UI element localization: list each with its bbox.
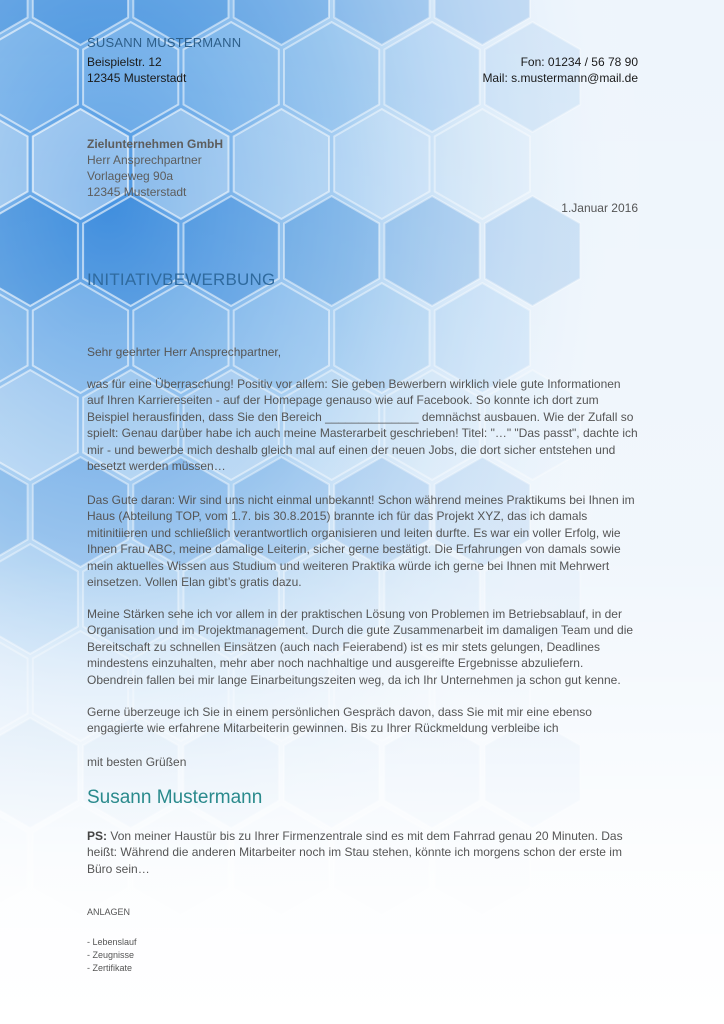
body-paragraph-3: Meine Stärken sehe ich vor allem in der praktischen Lösung von Problemen im Betriebsablauf, in der Organisation und im Projektmanagement. Durch die gute Zusammenarbeit im damaligen Team und die Bereitschaft zu schnellen Einsätzen (auch nach Feierabend) ist es mir stets gelungen, Deadlines mindestens einzuhalten, mehr aber noch nachhaltige und ausgereifte Ergebnisse abzuliefern. Obendrein fallen bei mir lange Einarbeitungszeiten weg, da ich Ihr Unternehmen ja schon gut kenne. bbox=[87, 607, 634, 687]
body-paragraph-4: Gerne überzeuge ich Sie in einem persönlichen Gespräch davon, dass Sie mit mir eine ebenso engagierte wie erfahrene Mitarbeiterin gewinnen. Bis zu Ihrer Rückmeldung verbleibe ich bbox=[87, 705, 592, 736]
closing: mit besten Grüßen bbox=[87, 755, 187, 769]
salutation: Sehr geehrter Herr Ansprechpartner, bbox=[87, 345, 282, 359]
attachments-heading: ANLAGEN bbox=[87, 907, 131, 917]
body-paragraph-2: Das Gute daran: Wir sind uns nicht einmal unbekannt! Schon während meines Praktikums bei Ihnen im Haus (Abteilung TOP, vom 1.7. bis 30.8.2015) brannte ich für das Projekt XYZ, das ich damals mitinitiieren und schließlich verantwortlich organisieren und leiten durfte. Es war ein voller Erfolg, wie Ihnen Frau ABC, meine damalige Leiterin, sicher gerne bestätigt. Die Erfahrungen von damals sowie mein aktuelles Wissen aus Studium und weiteren Praktika würde ich gerne bei Ihnen mit Mehrwert einsetzen. Vollen Elan gibt’s gratis dazu. bbox=[87, 493, 635, 590]
attachment-item: - Lebenslauf bbox=[87, 937, 137, 947]
postscript bbox=[87, 828, 639, 877]
attachment-item: - Zeugnisse bbox=[87, 950, 135, 960]
signature: Susann Mustermann bbox=[87, 787, 263, 808]
sender-street: Beispielstr. 12 bbox=[87, 55, 162, 69]
sender-city: 12345 Musterstadt bbox=[87, 71, 187, 85]
body-paragraph-1: was für eine Überraschung! Positiv vor allem: Sie geben Bewerbern wirklich viele gute Informationen auf Ihren Karriereseiten - auf der Homepage genauso wie auf Facebook. So konnte ich dort zum Beispiel herausfinden, dass Sie den Bereich ______________ demnächst ausbauen. Wie der Zufall so spielt: Genau darüber habe ich auch meine Masterarbeit geschrieben! Titel: "…" "Das passt", dachte ich mir - und bewerbe mich deshalb gleich mal auf einen der neuen Jobs, die dort sicher entstehen und besetzt werden müssen… bbox=[87, 377, 638, 474]
recipient-city: 12345 Musterstadt bbox=[87, 185, 187, 199]
attachment-item: - Zertifikate bbox=[87, 963, 133, 973]
sender-name: SUSANN MUSTERMANN bbox=[87, 35, 242, 50]
letter-date: 1.Januar 2016 bbox=[561, 201, 638, 215]
sender-phone: Fon: 01234 / 56 78 90 bbox=[520, 55, 638, 69]
recipient-street: Vorlageweg 90a bbox=[87, 169, 174, 183]
postscript-text: Von meiner Haustür bis zu Ihrer Firmenzentrale sind es mit dem Fahrrad genau 20 Minuten. Das heißt: Während die anderen Mitarbeiter noch im Stau stehen, könnte ich morgens schon der erste im Büro sein… bbox=[87, 829, 623, 876]
recipient-company: Zielunternehmen GmbH bbox=[87, 137, 224, 151]
letter-subject: INITIATIVBEWERBUNG bbox=[87, 270, 276, 289]
recipient-contact: Herr Ansprechpartner bbox=[87, 153, 202, 167]
sender-mail: Mail: s.mustermann@mail.de bbox=[482, 71, 638, 85]
postscript-label: PS: bbox=[87, 829, 108, 843]
